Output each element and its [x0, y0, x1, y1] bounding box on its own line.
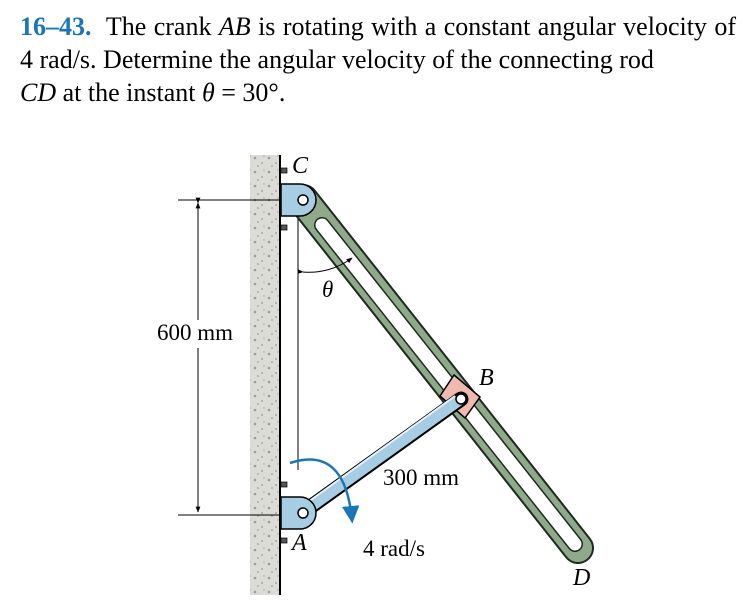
symbol-cd: CD	[20, 78, 57, 107]
concrete-wall	[250, 155, 280, 595]
crank-ab	[302, 396, 461, 513]
angular-velocity-label: 4 rad/s	[363, 536, 425, 561]
label-d: D	[573, 565, 591, 591]
problem-text-3: at the instant	[62, 78, 196, 107]
label-b: B	[479, 365, 494, 391]
symbol-ab: AB	[218, 12, 251, 41]
problem-number: 16–43.	[20, 12, 92, 41]
label-a: A	[292, 530, 307, 556]
problem-text-2: is rotating with a constant angular velocity of 4 rad/s. Determine the angular velocity of the connecting rod	[20, 12, 737, 74]
slotted-rod-cd	[303, 200, 578, 548]
theta-label: θ	[322, 277, 334, 302]
symbol-theta: θ	[201, 78, 215, 107]
label-c: C	[292, 153, 309, 179]
dimension-600mm-label: 600 mm	[157, 320, 234, 345]
dimension-300mm-label: 300 mm	[383, 465, 460, 490]
problem-text-4: = 30°.	[221, 78, 286, 107]
problem-text-1: The crank	[105, 12, 212, 41]
pin-b	[456, 394, 466, 404]
